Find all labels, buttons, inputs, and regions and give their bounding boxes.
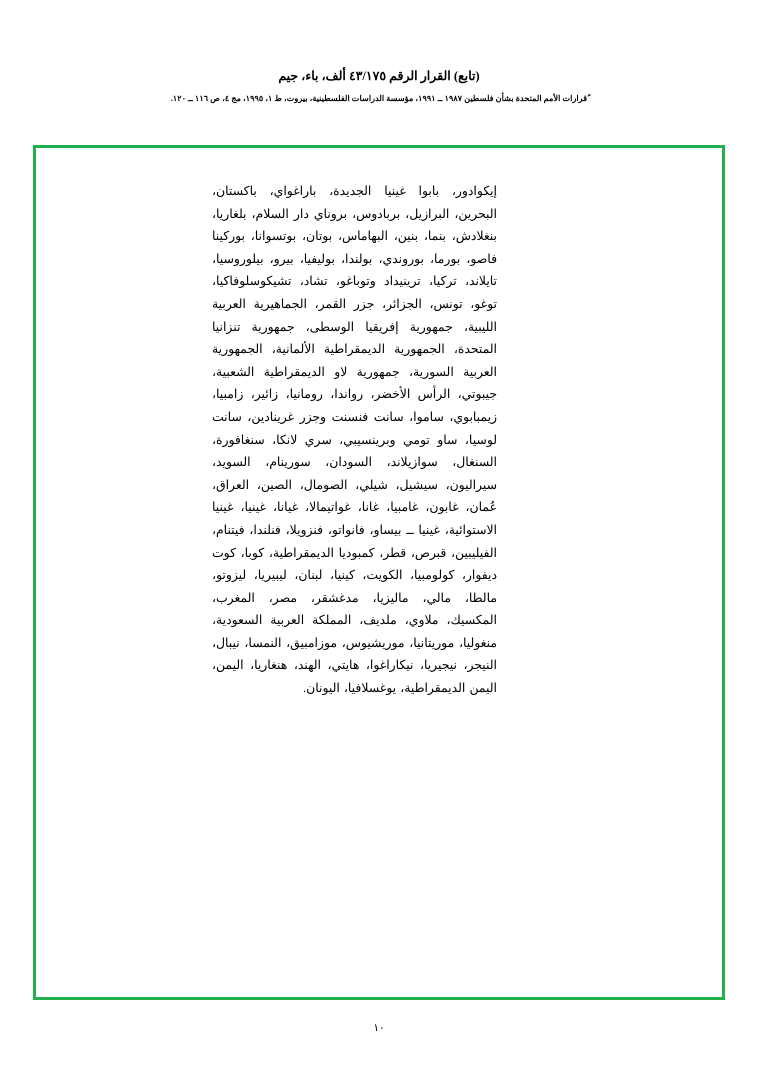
page-title: (تابع) القرار الرقم ٤٣/١٧٥ ألف، باء، جيم	[278, 69, 480, 83]
page-number: ١٠	[373, 1023, 385, 1034]
source-citation: ًقرارات الأمم المتحدة بشأن فلسطين ١٩٨٧ ــ ١٩٩١، مؤسسة الدراسات الفلسطينية، بيروت، ط ١، ١٩٩٥، مج ٤، ص ١١٦ ــ ١٢٠.	[170, 94, 588, 103]
body-paragraph: إيكوادور، بابوا غينيا الجديدة، باراغواي، باكستان، البحرين، البرازيل، بربادوس، بروناي دار السلام، بلغاريا، بنغلادش، بنما، بنين، البهاماس، بوتان، بوتسوانا، بوركينا فاصو، بورما، بوروندي، بولندا، بوليفيا، بيرو، بيلوروسيا، تايلاند، تركيا، ترينيداد وتوباغو، تشاد، تشيكوسلوفاكيا، توغو، تونس، الجزائر، جزر القمر، الجماهيرية العربية الليبية، جمهورية إفريقيا الوسطى، جمهورية تنزانيا المتحدة، الجمهورية الديمقراطية الألمانية، الجمهورية العربية السورية، جمهورية لاو الديمقراطية الشعبية، جيبوتي، الرأس الأخضر، رواندا، رومانيا، زائير، زامبيا، زيمبابوي، ساموا، سانت فنسنت وجزر غرينادين، سانت لوسيا، ساو تومي وبرينسيبي، سري لانكا، سنغافورة، السنغال، سوازيلاند، السودان، سورينام، السويد، سيراليون، سيشيل، شيلي، الصومال، الصين، العراق، عُمان، غابون، غامبيا، غانا، غواتيمالا، غيانا، غينيا، غينيا الاستوائية، غينيا ــ بيساو، فانواتو، فنزويلا، فنلندا، فيتنام، الفيليبين، قبرص، قطر، كمبوديا الديمقراطية، كوبا، كوت ديفوار، كولومبيا، الكويت، كينيا، لبنان، ليبيريا، ليزوتو، مالطا، مالي، ماليزيا، مدغشقر، مصر، المغرب، المكسيك، ملاوي، ملديف، المملكة العربية السعودية، منغوليا، موريتانيا، موريشيوس، موزامبيق، النمسا، نيبال، النيجر، نيجيريا، نيكاراغوا، هايتي، الهند، هنغاريا، اليمن، اليمن الديمقراطية، يوغسلافيا، اليونان.	[212, 184, 497, 696]
green-border-frame	[33, 145, 725, 1000]
page-header	[0, 0, 758, 103]
